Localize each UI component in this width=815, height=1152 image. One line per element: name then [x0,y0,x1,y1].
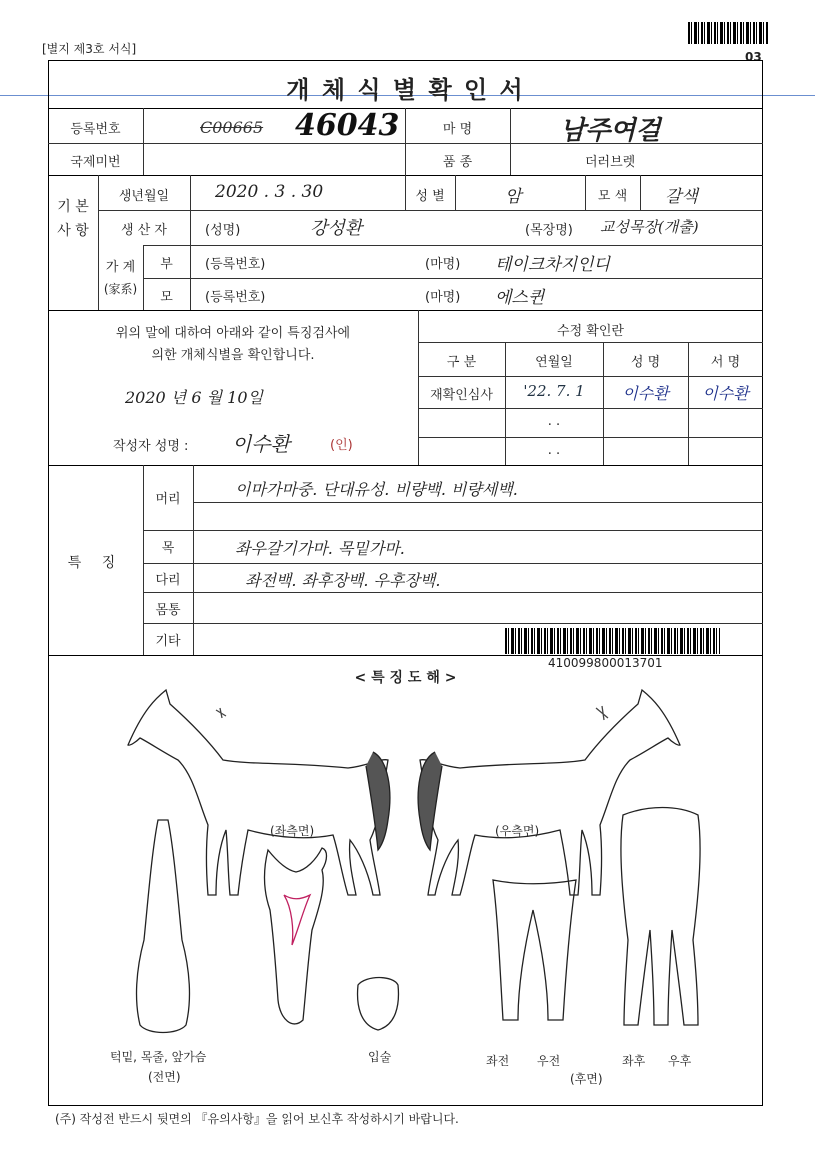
top-barcode [688,22,768,44]
front-legs [493,880,576,1020]
amend-header-name: 성 명 [630,355,661,370]
neck-underside [137,820,190,1033]
amend-title: 수정 확인란 [557,324,624,339]
sire-regno-field: (등록번호) [205,257,266,272]
sire-label: 부 [160,257,173,272]
horse-diagram [48,680,763,1100]
horse-name-value: 남주여걸 [560,116,661,146]
amend-row1-name: 이수환 [622,384,669,403]
reg-number-label: 등록번호 [70,122,121,137]
intl-number-label: 국제미번 [70,155,121,170]
writer-seal: (인) [330,438,353,453]
amend-header-sign: 서 명 [710,355,741,370]
color-value: 갈색 [665,187,698,207]
muzzle [358,978,399,1031]
statement-line-2: 의한 개체식별을 확인합니다. [151,348,315,363]
barcode-number: 410099800013701 [548,656,663,670]
left-side-horse [128,690,388,895]
leg-left-front-caption: 좌전 [486,1054,510,1068]
color-label: 모 색 [597,189,628,204]
sire-name-field: (마명) [425,257,461,272]
birth-label: 생년월일 [118,189,170,204]
rear-caption: (후면) [570,1072,603,1086]
barcode [505,628,720,654]
writer-label: 작성자 성명 : [113,439,189,454]
amend-row2-date: . . [547,414,561,429]
breed-value: 더러브렛 [585,155,636,170]
page-title: 개 체 식 별 확 인 서 [286,76,525,104]
feature-other-label: 기타 [155,634,181,649]
reg-number-struck: C00665 [200,118,264,137]
producer-value: 강성환 [310,218,363,239]
pedigree-hanja: (家系) [103,282,138,296]
page-number: 03 [745,50,762,64]
feature-body-label: 몸통 [155,603,181,618]
footer-note: (주) 작성전 반드시 뒷면의 『유의사항』을 읽어 보신후 작성하시기 바랍니다. [55,1112,459,1126]
leg-right-hind-caption: 우후 [668,1054,692,1068]
reg-number-value: 46043 [295,108,400,143]
dam-regno-field: (등록번호) [205,290,266,305]
neck-caption: 턱밑, 목줄, 앞가슴 [110,1050,207,1064]
feature-leg-value: 좌전백. 좌후장백. 우후장백. [245,571,441,590]
amend-row3-date: . . [547,443,561,458]
birth-value: 2020 . 3 . 30 [215,182,324,202]
feature-leg-label: 다리 [155,573,181,588]
sex-value: 암 [505,187,522,207]
rear-view [621,808,700,1026]
farm-value: 교성목장(개출) [600,218,699,236]
farm-field: (목장명) [525,223,573,238]
features-label: 특 징 [67,555,124,571]
producer-label: 생 산 자 [121,223,167,238]
leg-left-hind-caption: 좌후 [622,1054,646,1068]
dam-value: 에스퀸 [495,288,545,308]
feature-head-value: 이마가마중. 단대유성. 비량백. 비량세백. [235,480,518,499]
diagram-title: < 특 징 도 해 > [354,670,457,686]
basic-section-label: 기 본 사 항 [57,199,89,239]
producer-name-field: (성명) [205,223,241,238]
blaze-marking [284,895,310,945]
right-side-caption: (우측면) [495,824,540,838]
dam-name-field: (마명) [425,290,461,305]
amend-header-type: 구 분 [446,355,477,370]
muzzle-caption: 입술 [368,1050,392,1064]
feature-neck-value: 좌우갈기가마. 목밑가마. [235,539,405,558]
pedigree-label: 가 계 [105,260,136,275]
amend-header-date: 연월일 [535,355,573,370]
confirm-date: 2020 년 6 월 10일 [125,388,263,407]
amend-row1-type: 재확인심사 [430,388,493,403]
leg-right-front-caption: 우전 [537,1054,561,1068]
horse-name-label: 마 명 [442,122,473,137]
feature-neck-label: 목 [161,541,175,556]
right-side-horse [420,690,680,895]
statement-line-1: 위의 말에 대하여 아래와 같이 특징검사에 [115,326,351,341]
breed-label: 품 종 [442,155,473,170]
front-caption: (전면) [148,1070,181,1084]
writer-value: 이수환 [232,432,290,456]
amend-row1-sign: 이수환 [702,384,749,403]
sire-value: 테이크차지인디 [495,255,610,275]
sex-label: 성 별 [415,189,445,204]
left-side-caption: (좌측면) [270,824,315,838]
dam-label: 모 [160,290,173,305]
form-label: [별지 제3호 서식] [42,42,137,56]
feature-head-label: 머리 [155,492,181,507]
amend-row1-date: '22. 7. 1 [523,382,585,400]
